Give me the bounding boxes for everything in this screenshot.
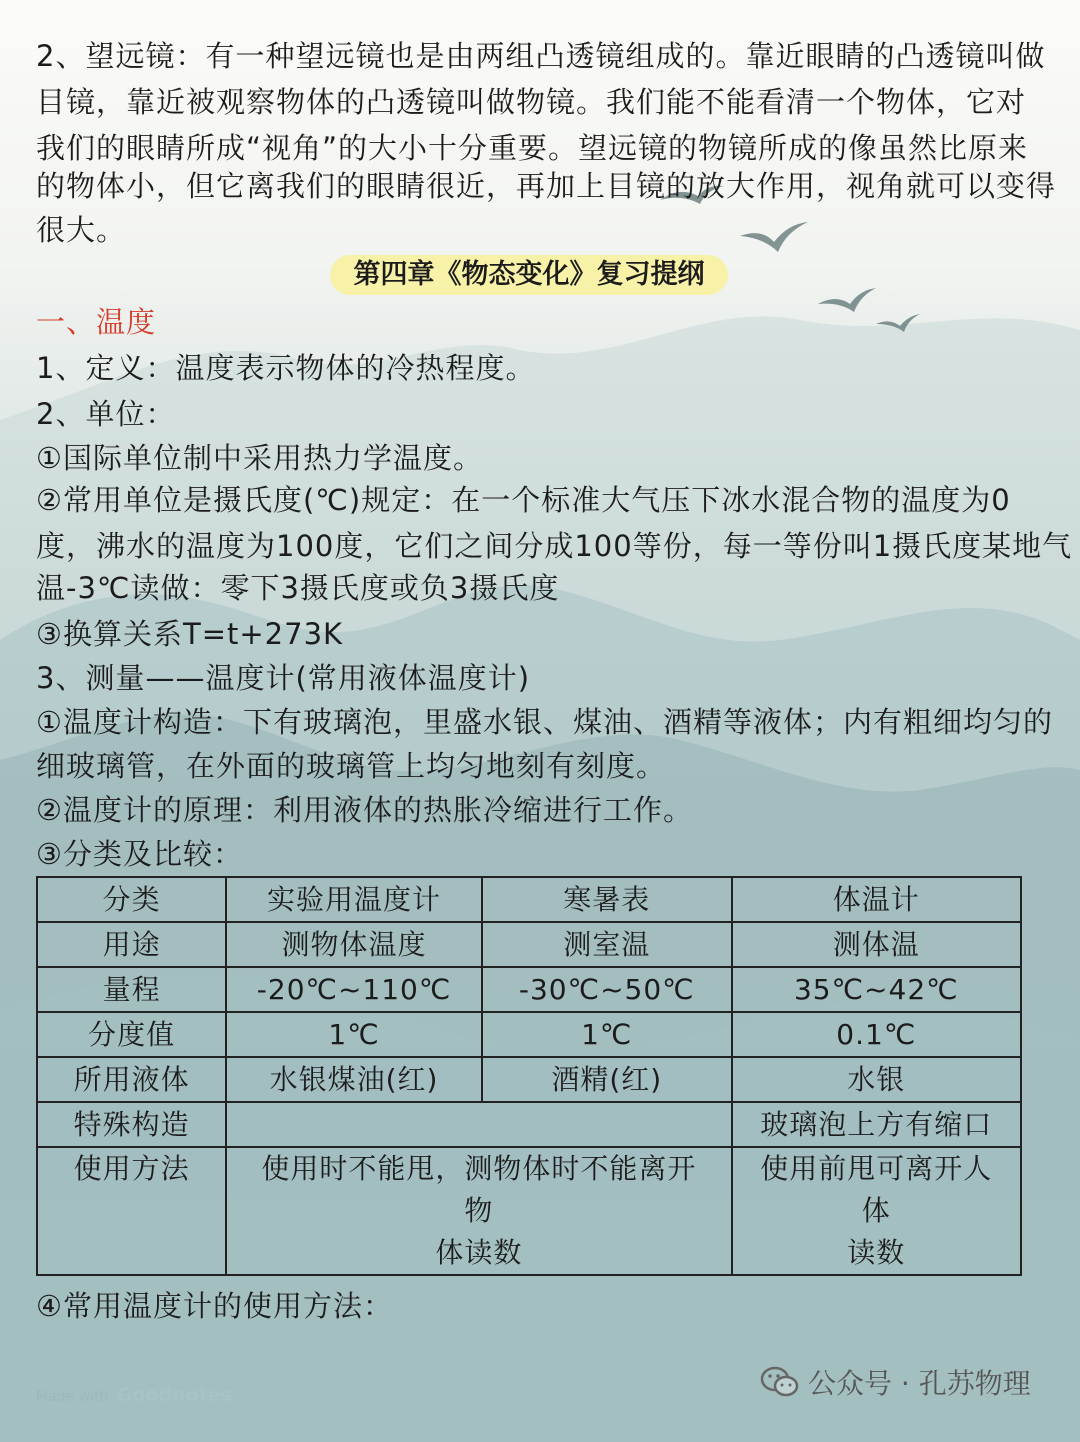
body-line-classification: ③分类及比较： xyxy=(36,837,243,871)
table-cell: 玻璃泡上方有缩口 xyxy=(732,1102,1021,1147)
table-header-row xyxy=(37,877,1021,922)
body-line-conversion: ③换算关系T=t+273K xyxy=(36,617,344,651)
body-line-si-unit: ①国际单位制中采用热力学温度。 xyxy=(36,441,483,475)
paragraph-telescope-line-4: 的物体小，但它离我们的眼睛很近，再加上目镜的放大作用，视角就可以变得 xyxy=(36,169,1057,203)
table-cell: 特殊构造 xyxy=(37,1102,226,1147)
chapter-title: 第四章《物态变化》复习提纲 xyxy=(330,255,728,295)
watermark-account-name: 公众号 · 孔苏物理 xyxy=(808,1367,1031,1400)
usage-clinical-line: 使用前甩可离开人 xyxy=(760,1152,993,1185)
body-line-unit: 2、单位： xyxy=(36,397,176,431)
body-line-principle: ②温度计的原理：利用液体的热胀冷缩进行工作。 xyxy=(36,793,693,827)
usage-clinical-line: 体 xyxy=(861,1194,891,1227)
body-line-definition: 1、定义：温度表示物体的冷热程度。 xyxy=(36,351,536,385)
wechat-account-watermark xyxy=(760,1362,1031,1402)
table-header-cell: 分类 xyxy=(37,877,226,922)
table-header-cell: 体温计 xyxy=(732,877,1021,922)
section-heading: 一、温度 xyxy=(36,305,157,339)
paragraph-telescope-line-5: 很大。 xyxy=(36,213,127,247)
body-line-structure-1: ①温度计构造：下有玻璃泡，里盛水银、煤油、酒精等液体；内有粗细均匀的 xyxy=(36,705,1053,739)
body-line-celsius-3: 温-3℃读做：零下3摄氏度或负3摄氏度 xyxy=(36,571,560,605)
body-line-structure-2: 细玻璃管，在外面的玻璃管上均匀地刻有刻度。 xyxy=(36,749,667,783)
table-row xyxy=(37,1012,1021,1057)
table-cell: -30℃~50℃ xyxy=(482,967,732,1012)
table-cell: 0.1℃ xyxy=(732,1012,1021,1057)
table-cell: 1℃ xyxy=(482,1012,732,1057)
wechat-icon xyxy=(760,1365,800,1399)
body-line-celsius-1: ②常用单位是摄氏度(℃)规定：在一个标准大气压下冰水混合物的温度为0 xyxy=(36,483,1011,517)
table-row xyxy=(37,967,1021,1012)
table-cell-empty xyxy=(226,1102,731,1147)
watermark-brand: Goodnotes xyxy=(116,1384,232,1406)
usage-lab-line: 物 xyxy=(464,1194,494,1227)
paragraph-telescope-line-2: 目镜，靠近被观察物体的凸透镜叫做物镜。我们能不能看清一个物体，它对 xyxy=(36,85,1027,119)
table-cell: 测体温 xyxy=(732,922,1021,967)
table-cell: 1℃ xyxy=(226,1012,482,1057)
table-cell: 用途 xyxy=(37,922,226,967)
table-cell: 酒精(红) xyxy=(482,1057,732,1102)
table-cell: 测室温 xyxy=(482,922,732,967)
table-row xyxy=(37,1057,1021,1102)
table-cell-usage-lab xyxy=(226,1147,731,1275)
table-cell: 分度值 xyxy=(37,1012,226,1057)
table-cell: 所用液体 xyxy=(37,1057,226,1102)
body-line-measurement: 3、测量——温度计(常用液体温度计) xyxy=(36,661,531,695)
table-cell: 35℃~42℃ xyxy=(732,967,1021,1012)
usage-clinical-line: 读数 xyxy=(847,1236,906,1269)
goodnotes-watermark xyxy=(36,1384,232,1406)
table-header-cell: 实验用温度计 xyxy=(226,877,482,922)
table-header-cell: 寒暑表 xyxy=(482,877,732,922)
paragraph-telescope-line-3: 我们的眼睛所成“视角”的大小十分重要。望远镜的物镜所成的像虽然比原来 xyxy=(36,131,1029,165)
table-row-usage xyxy=(37,1147,1021,1275)
body-line-celsius-2: 度，沸水的温度为100度，它们之间分成100等份，每一等份叫1摄氏度某地气 xyxy=(36,529,1073,563)
table-cell: 使用方法 xyxy=(37,1147,226,1275)
thermometer-comparison-table xyxy=(36,876,1022,1276)
table-cell: 水银 xyxy=(732,1057,1021,1102)
table-cell: 水银煤油(红) xyxy=(226,1057,482,1102)
table-cell: 测物体温度 xyxy=(226,922,482,967)
table-row-special-structure xyxy=(37,1102,1021,1147)
table-row xyxy=(37,922,1021,967)
usage-lab-line: 使用时不能甩，测物体时不能离开 xyxy=(261,1152,697,1185)
body-line-usage-method: ④常用温度计的使用方法： xyxy=(36,1289,393,1323)
usage-lab-line: 体读数 xyxy=(435,1236,523,1269)
watermark-made-with: Made with xyxy=(36,1389,109,1405)
table-cell-usage-clinical xyxy=(732,1147,1021,1275)
table-cell: -20℃~110℃ xyxy=(226,967,482,1012)
table-cell: 量程 xyxy=(37,967,226,1012)
paragraph-telescope-line-1: 2、望远镜：有一种望远镜也是由两组凸透镜组成的。靠近眼睛的凸透镜叫做 xyxy=(36,39,1046,73)
